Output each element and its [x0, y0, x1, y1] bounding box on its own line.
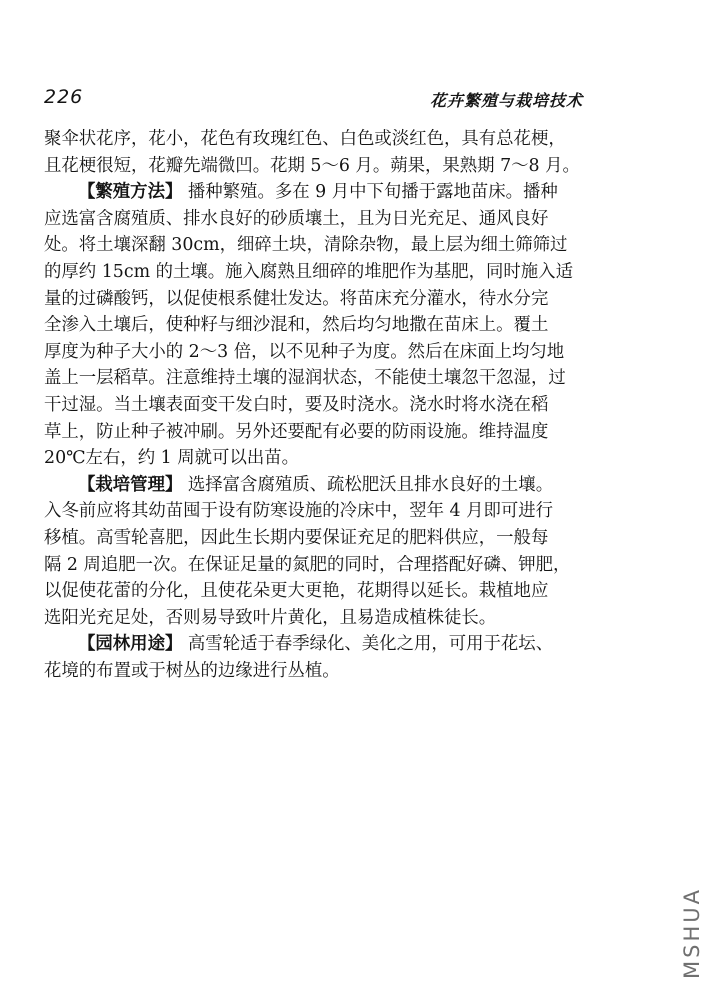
text-span: 播种繁殖。多在 9 月中下旬播于露地苗床。播种: [182, 182, 558, 203]
text-line: 草上，防止种子被冲刷。另外还要配有必要的防雨设施。维持温度: [44, 421, 549, 442]
text-line: 干过湿。当土壤表面变干发白时，要及时浇水。浇水时将水浇在稻: [44, 394, 549, 415]
text-line: [44, 631, 644, 658]
text-line: 20℃左右，约 1 周就可以出苗。: [44, 448, 300, 469]
page-number: 226: [44, 86, 84, 108]
paragraph-landscape-use: [44, 631, 644, 684]
text-line: 应选富含腐殖质、排水良好的砂质壤土，且为日光充足、通风良好: [44, 208, 549, 229]
text-line: 处。将土壤深翻 30cm，细碎土块，清除杂物，最上层为细土筛筛过: [44, 235, 568, 256]
paragraph-cultivation: [44, 472, 644, 632]
running-header-title: 花卉繁殖与栽培技术: [429, 91, 583, 110]
text-line: 的厚约 15cm 的土壤。施入腐熟且细碎的堆肥作为基肥，同时施入适: [44, 261, 573, 282]
text-line: [44, 179, 644, 206]
text-line: 量的过磷酸钙，以促使根系健壮发达。将苗床充分灌水，待水分完: [44, 288, 549, 309]
body-text: [44, 126, 644, 684]
text-line: [44, 472, 644, 499]
text-line: 聚伞状花序，花小，花色有玫瑰红色、白色或淡红色，具有总花梗，: [44, 129, 566, 149]
watermark-text: MSHUA: [680, 887, 705, 979]
text-span: 选择富含腐殖质、疏松肥沃且排水良好的土壤。: [182, 474, 554, 495]
section-heading-landscape-use: 【园林用途】: [78, 634, 183, 655]
section-heading-cultivation: 【栽培管理】: [78, 474, 183, 495]
text-line: 花境的布置或于树丛的边缘进行丛植。: [44, 660, 340, 681]
text-line: 移植。高雪轮喜肥，因此生长期内要保证充足的肥料供应，一般每: [44, 527, 549, 548]
text-span: 高雪轮适于春季绿化、美化之用，可用于花坛、: [182, 634, 554, 655]
text-line: 且花梗很短，花瓣先端微凹。花期 5～6 月。蒴果，果熟期 7～8 月。: [44, 155, 580, 176]
text-line: 厚度为种子大小的 2～3 倍，以不见种子为度。然后在床面上均匀地: [44, 341, 565, 362]
watermark: [678, 878, 706, 988]
text-line: 盖上一层稻草。注意维持土壤的湿润状态，不能使土壤忽干忽湿，过: [44, 368, 566, 389]
text-line: 入冬前应将其幼苗囤于设有防寒设施的冷床中，翌年 4 月即可进行: [44, 501, 554, 522]
text-line: 以促使花蕾的分化，且使花朵更大更艳，花期得以延长。栽植地应: [44, 581, 549, 602]
paragraph-propagation: [44, 179, 644, 472]
paragraph-description: [44, 126, 644, 179]
text-line: 选阳光充足处，否则易导致叶片黄化，且易造成植株徒长。: [44, 607, 497, 628]
text-line: 隔 2 周追肥一次。在保证足量的氮肥的同时，合理搭配好磷、钾肥，: [44, 554, 571, 575]
text-line: 全渗入土壤后，使种籽与细沙混和，然后均匀地撒在苗床上。覆土: [44, 315, 549, 336]
section-heading-propagation: 【繁殖方法】: [78, 182, 183, 203]
